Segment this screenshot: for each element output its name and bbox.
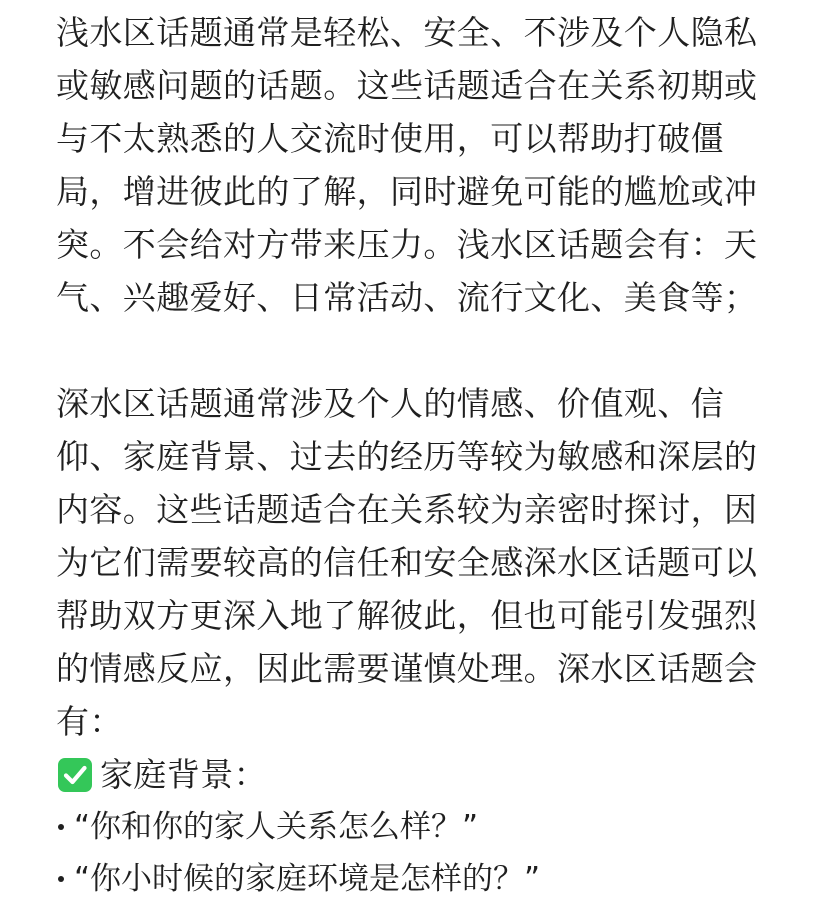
- section-heading: [56, 748, 776, 801]
- shallow-paragraph-line: 局，增进彼此的了解，同时避免可能的尴尬或冲: [56, 172, 758, 211]
- shallow-paragraph-line: 气、兴趣爱好、日常活动、流行文化、美食等；: [56, 278, 758, 317]
- list-item-text: “你和你的家人关系怎么样？”: [74, 809, 479, 845]
- deep-paragraph-line: 内容。这些话题适合在关系较为亲密时探讨，因: [56, 490, 758, 529]
- shallow-paragraph-line: 突。不会给对方带来压力。浅水区话题会有：天: [56, 225, 758, 264]
- bullet-icon: [58, 824, 64, 830]
- deep-paragraph-line: 帮助双方更深入地了解彼此，但也可能引发强烈: [56, 596, 758, 635]
- deep-paragraph-line: 为它们需要较高的信任和安全感深水区话题可以: [56, 543, 758, 582]
- shallow-paragraph-line: 浅水区话题通常是轻松、安全、不涉及个人隐私: [56, 13, 758, 52]
- deep-paragraph-line: 深水区话题通常涉及个人的情感、价值观、信: [56, 384, 724, 423]
- deep-paragraph-line: 的情感反应，因此需要谨慎处理。深水区话题会: [56, 649, 758, 688]
- bullet-icon: [58, 876, 64, 882]
- article-body: [56, 0, 776, 905]
- shallow-paragraph-line: 与不太熟悉的人交流时使用，可以帮助打破僵: [56, 119, 724, 158]
- list-item: [56, 853, 776, 905]
- list-item: [56, 801, 776, 853]
- paragraph-spacer: [56, 324, 776, 377]
- shallow-paragraph-line: 或敏感问题的话题。这些话题适合在关系初期或: [56, 66, 758, 105]
- deep-paragraph-line: 仰、家庭背景、过去的经历等较为敏感和深层的: [56, 437, 758, 476]
- section-title: 家庭背景：: [100, 755, 267, 794]
- list-item-text: “你小时候的家庭环境是怎样的？”: [74, 861, 541, 897]
- deep-paragraph-line: 有：: [56, 702, 123, 741]
- check-mark-button-icon: [56, 756, 94, 794]
